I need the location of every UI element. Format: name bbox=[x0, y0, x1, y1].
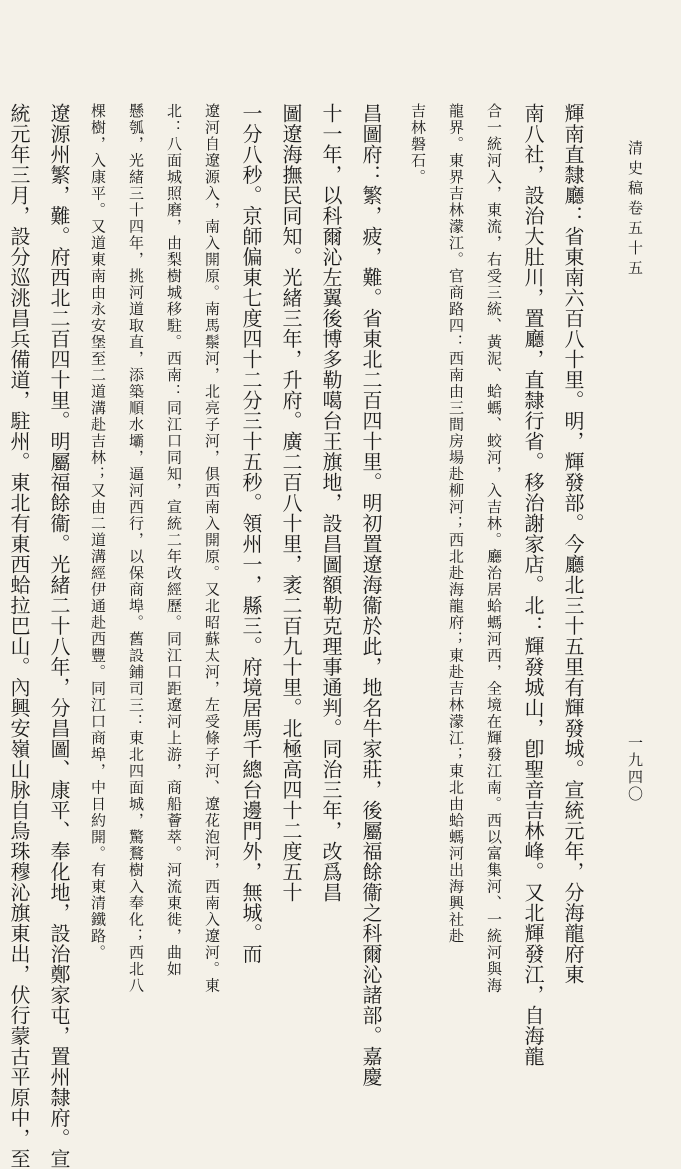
text-column: 遼源州繁，難。府西北二百四十里。明屬福餘衞。光緒二十八年，分昌圖、康平、奉化地，設治鄭家屯，置州隸府。宣 bbox=[47, 103, 71, 1169]
text-column: 昌圖府：繁，疲，難。省東北二百四十里。明初置遼海衞於此，地名牛家莊，後屬福餘衞之科爾沁諸部。嘉慶 bbox=[359, 103, 383, 1087]
text-column: 十一年，以科爾沁左翼後博多勒噶台王旗地，設昌圖額勒克理事通判。同治三年，改爲昌 bbox=[319, 103, 343, 903]
annotation-column: 北：八面城照磨，由梨樹城移駐。西南：同江口同知，宣統二年改經歷。同江口距遼河上游，商船薈萃。河流東徙，曲如 bbox=[165, 103, 183, 978]
text-column: 圖遼海撫民同知。光緒三年，升府。廣二百八十里，袤二百九十里。北極高四十二度五十 bbox=[279, 103, 303, 903]
text-column: 統元年三月，設分巡洮昌兵備道，駐州。東北有東西蛤拉巴山。內興安嶺山脉自烏珠穆沁旗東出，伏行蒙古平原中，至 bbox=[7, 103, 31, 1169]
running-header: 清史稿卷五十五 bbox=[626, 140, 644, 280]
text-body bbox=[7, 103, 593, 1169]
annotation-column: 懸瓠，光緒三十四年，挑河道取直，添築順水壩，逼河西行，以保商埠。舊設鋪司三：東北四面城，驚鶩樹入奉化；西北八 bbox=[127, 103, 145, 994]
page-number: 一九四〇 bbox=[626, 735, 644, 803]
annotation-column: 棵樹，入康平。又道東南由永安堡至二道溝赴吉林；又由二道溝經伊通赴西豐。同江口商埠，中日約開。有東清鐵路。 bbox=[89, 103, 107, 961]
annotation-column: 龍界。東界吉林濛江。官商路四：西南由三間房場赴柳河；西北赴海龍府；東赴吉林濛江；東北由蛤螞河出海興社赴 bbox=[447, 103, 465, 945]
annotation-column: 吉林磐石。 bbox=[409, 103, 427, 186]
text-column: 輝南直隸廳：省東南六百八十里。明，輝發部。今廳北三十五里有輝發城。宣統元年，分海龍府東 bbox=[561, 103, 585, 985]
annotation-column: 遼河自遼源入，南入開原。南馬鬃河，北亮子河，俱西南入開原。又北昭蘇太河，左受條子河、遼花泡河，西南入遼河。東 bbox=[203, 103, 221, 994]
section-gap bbox=[391, 103, 399, 903]
text-column: 南八社，設治大肚川，置廳，直隸行省。移治謝家店。北：輝發城山，卽聖音吉林峰。又北輝發江，自海龍 bbox=[521, 103, 545, 1067]
annotation-column: 合一統河入，東流，右受三統、黃泥、蛤螞、蛟河，入吉林。廳治居蛤螞河西，全境在輝發江南。西以富集河、一統河與海 bbox=[485, 103, 503, 994]
text-column: 一分八秒。京師偏東七度四十二分三十五秒。領州一，縣三。府境居馬千總台邊門外，無城。而 bbox=[239, 103, 263, 964]
